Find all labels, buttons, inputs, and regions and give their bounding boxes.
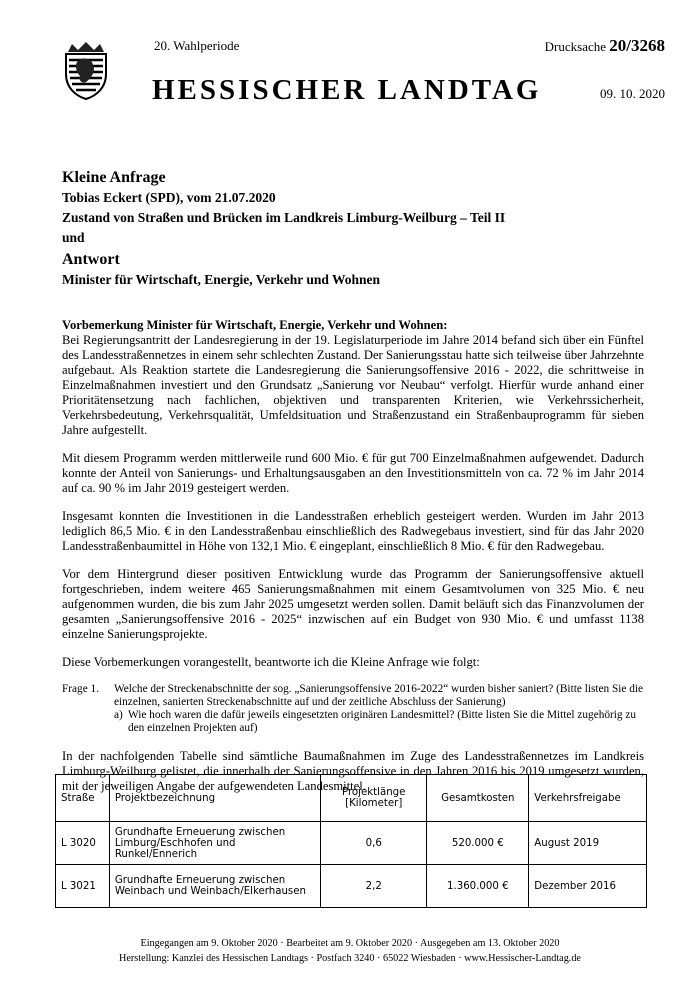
page-title: HESSISCHER LANDTAG: [152, 74, 542, 106]
col-header-laenge: Projektlänge [Kilometer]: [321, 775, 427, 822]
measures-table: [55, 774, 647, 908]
question-sub-label: a): [114, 709, 123, 721]
inquiry-author: Tobias Eckert (SPD), vom 21.07.2020: [62, 190, 276, 205]
vorbemerkung: [62, 318, 644, 438]
cell-freigabe: August 2019: [529, 822, 647, 865]
cell-freigabe: Dezember 2016: [529, 865, 647, 908]
paragraph-2: Mit diesem Programm werden mittlerweile rund 600 Mio. € für gut 700 Einzelmaßnahmen aufgewendet. Dadurch konnte der Anteil von Sanierungs- und Erhaltungsausgaben an den Investitionsmitteln von ca. 72 % im Jahr 2014 auf ca. 90 % im Jahr 2019 gesteigert werden.: [62, 451, 644, 495]
question-1: [62, 683, 644, 735]
cell-strasse: L 3020: [56, 822, 110, 865]
table-row: [56, 822, 647, 865]
paragraph-1: Bei Regierungsantritt der Landesregierung in der 19. Legislaturperiode im Jahre 2014 befand sich über ein Fünftel des Landesstraßennetzes in einem sehr schlechten Zustand. Der Sanierungsstau hatte sich teilweise über Jahrzehnte aufgebaut. Als Reaktion startete die Landesregierung die Sanierungsoffensive 2016 - 2022, die schrittweise in Einzelmaßnahmen investiert und den Grundsatz „Sanierung vor Neubau“ verfolgt. Hierfür wurde anhand einer Prioritätensetzung nach fachlichen, objektiven und transparenten Kriterien, wie Verkehrssicherheit, Verkehrsbedeutung, Verkehrsqualität, Umfeldsituation und Straßenzustand ein Straßenbauprogramm für sieben Jahre aufgestellt.: [62, 333, 644, 437]
col-header-freigabe: Verkehrsfreigabe: [529, 775, 647, 822]
col-header-projekt: Projektbezeichnung: [109, 775, 320, 822]
paragraph-3: Insgesamt konnten die Investitionen in die Landesstraßen erheblich gesteigert werden. Wurden im Jahr 2013 lediglich 86,5 Mio. € in den Landesstraßenbau einschließlich des Radwegebaus investiert, sind für das Jahr 2020 Landesstraßenbaumittel in Höhe von 132,1 Mio. € eingeplant, einschließlich 8 Mio. € für den Radwegebau.: [62, 509, 644, 553]
cell-laenge: 0,6: [321, 822, 427, 865]
hessen-coat-of-arms-logo: [62, 38, 110, 100]
inquiry-subject: Zustand von Straßen und Brücken im Landkreis Limburg-Weilburg – Teil II: [62, 210, 506, 225]
cell-strasse: L 3021: [56, 865, 110, 908]
inquiry-kind: Kleine Anfrage: [62, 169, 166, 186]
footer-imprint: Herstellung: Kanzlei des Hessischen Landtags · Postfach 3240 · 65022 Wiesbaden · www.Hessischer-Landtag.de: [119, 953, 581, 964]
table-header-row: [56, 775, 647, 822]
col-header-strasse: Straße: [56, 775, 110, 822]
question-text: Welche der Streckenabschnitte der sog. „Sanierungsoffensive 2016-2022“ wurden bisher saniert? (Bitte listen Sie die einzelnen, sanierten Streckenabschnitte auf und der zeitliche Abschluss der Sanierung): [114, 683, 644, 708]
question-sub-a: [114, 709, 644, 735]
document-body: [62, 318, 644, 807]
cell-kosten: 1.360.000 €: [427, 865, 529, 908]
cell-laenge: 2,2: [321, 865, 427, 908]
vorbemerkung-title: Vorbemerkung Minister für Wirtschaft, Energie, Verkehr und Wohnen:: [62, 318, 448, 332]
legislative-period: 20. Wahlperiode: [154, 38, 240, 53]
answer-label: Antwort: [62, 251, 120, 268]
drucksache-label: Drucksache: [544, 39, 607, 54]
footer-dates: Eingegangen am 9. Oktober 2020 · Bearbeitet am 9. Oktober 2020 · Ausgegeben am 13. Oktober 2020: [140, 938, 560, 949]
heading-block: [62, 168, 642, 290]
cell-projekt: Grundhafte Erneuerung zwischen Limburg/Eschhofen und Runkel/Ennerich: [109, 822, 320, 865]
und-label: und: [62, 230, 85, 245]
col-header-kosten: Gesamtkosten: [427, 775, 529, 822]
question-content: [114, 683, 644, 735]
drucksache: [545, 36, 665, 56]
minister-label: Minister für Wirtschaft, Energie, Verkehr und Wohnen: [62, 272, 381, 287]
table-row: [56, 865, 647, 908]
question-sub-text: Wie hoch waren die dafür jeweils eingesetzten originären Landesmittel? (Bitte listen Sie die Mittel zugehörig zu den einzelnen Projekten auf): [128, 709, 637, 734]
drucksache-number: 20/3268: [609, 36, 665, 55]
paragraph-4: Vor dem Hintergrund dieser positiven Entwicklung wurde das Programm der Sanierungsoffensive aktuell fortgeschrieben, indem weitere 465 Sanierungsmaßnahmen mit einem Gesamtvolumen von 325 Mio. € neu aufgenommen wurden, die bis zum Jahr 2025 umgesetzt werden sollen. Damit beläuft sich das Finanzvolumen der gesamten „Sanierungsoffensive 2016 - 2025“ inzwischen auf ein Budget von 930 Mio. € und umfasst 1138 einzelne Sanierungsprojekte.: [62, 567, 644, 641]
paragraph-5: Diese Vorbemerkungen vorangestellt, beantworte ich die Kleine Anfrage wie folgt:: [62, 655, 480, 669]
question-label: Frage 1.: [62, 683, 100, 695]
cell-kosten: 520.000 €: [427, 822, 529, 865]
paragraph-6: In der nachfolgenden Tabelle sind sämtliche Baumaßnahmen im Zuge des Landesstraßennetzes im Landkreis Limburg-Weilburg gelistet, die innerhalb der Sanierungsoffensive in den Jahren 2016 bis 2019 umgesetzt wurden, mit der jeweiligen Angabe der aufgewendeten Landesmittel.: [62, 749, 644, 793]
cell-projekt: Grundhafte Erneuerung zwischen Weinbach und Weinbach/Elkerhausen: [109, 865, 320, 908]
document-date: 09. 10. 2020: [600, 86, 665, 101]
